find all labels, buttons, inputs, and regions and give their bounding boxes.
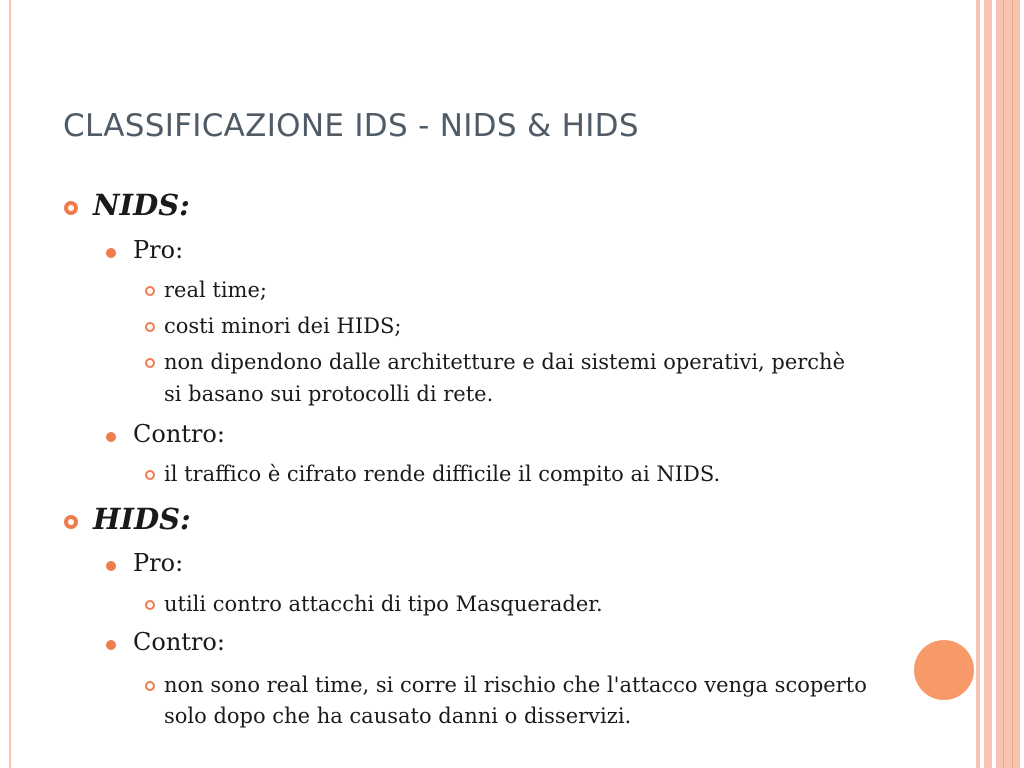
left-border-decoration — [9, 0, 11, 768]
level2-bullet-icon — [106, 640, 116, 650]
level2-bullet-icon — [106, 561, 116, 571]
list-item-continuation: si basano sui protocolli di rete. — [164, 382, 494, 406]
list-item: costi minori dei HIDS; — [164, 314, 402, 338]
level3-bullet-icon — [145, 322, 155, 332]
section-heading: HIDS: — [93, 502, 191, 536]
slide-title: CLASSIFICAZIONE IDS - NIDS & HIDS — [63, 108, 639, 144]
list-item: non sono real time, si corre il rischio che l'attacco venga scoperto — [164, 673, 867, 697]
group-label: Contro: — [133, 420, 225, 448]
right-stripe-decoration — [984, 0, 992, 768]
level3-bullet-icon — [145, 681, 155, 691]
list-item: utili contro attacchi di tipo Masquerader. — [164, 592, 603, 616]
group-label: Pro: — [133, 236, 184, 264]
level3-bullet-icon — [145, 600, 155, 610]
right-stripe-decoration — [976, 0, 980, 768]
level1-bullet-icon — [64, 201, 78, 215]
level2-bullet-icon — [106, 432, 116, 442]
right-stripe-decoration — [1003, 0, 1004, 768]
orange-circle-decoration — [914, 640, 974, 700]
right-stripe-decoration — [1012, 0, 1013, 768]
list-item: il traffico è cifrato rende difficile il compito ai NIDS. — [164, 462, 721, 486]
group-label: Pro: — [133, 549, 184, 577]
list-item-continuation: solo dopo che ha causato danni o disservizi. — [164, 704, 632, 728]
level3-bullet-icon — [145, 470, 155, 480]
level1-bullet-icon — [64, 515, 78, 529]
section-heading: NIDS: — [93, 188, 190, 222]
level2-bullet-icon — [106, 248, 116, 258]
list-item: non dipendono dalle architetture e dai sistemi operativi, perchè — [164, 350, 846, 374]
level3-bullet-icon — [145, 286, 155, 296]
list-item: real time; — [164, 278, 267, 302]
level3-bullet-icon — [145, 358, 155, 368]
right-stripe-decoration — [996, 0, 1020, 768]
group-label: Contro: — [133, 628, 225, 656]
